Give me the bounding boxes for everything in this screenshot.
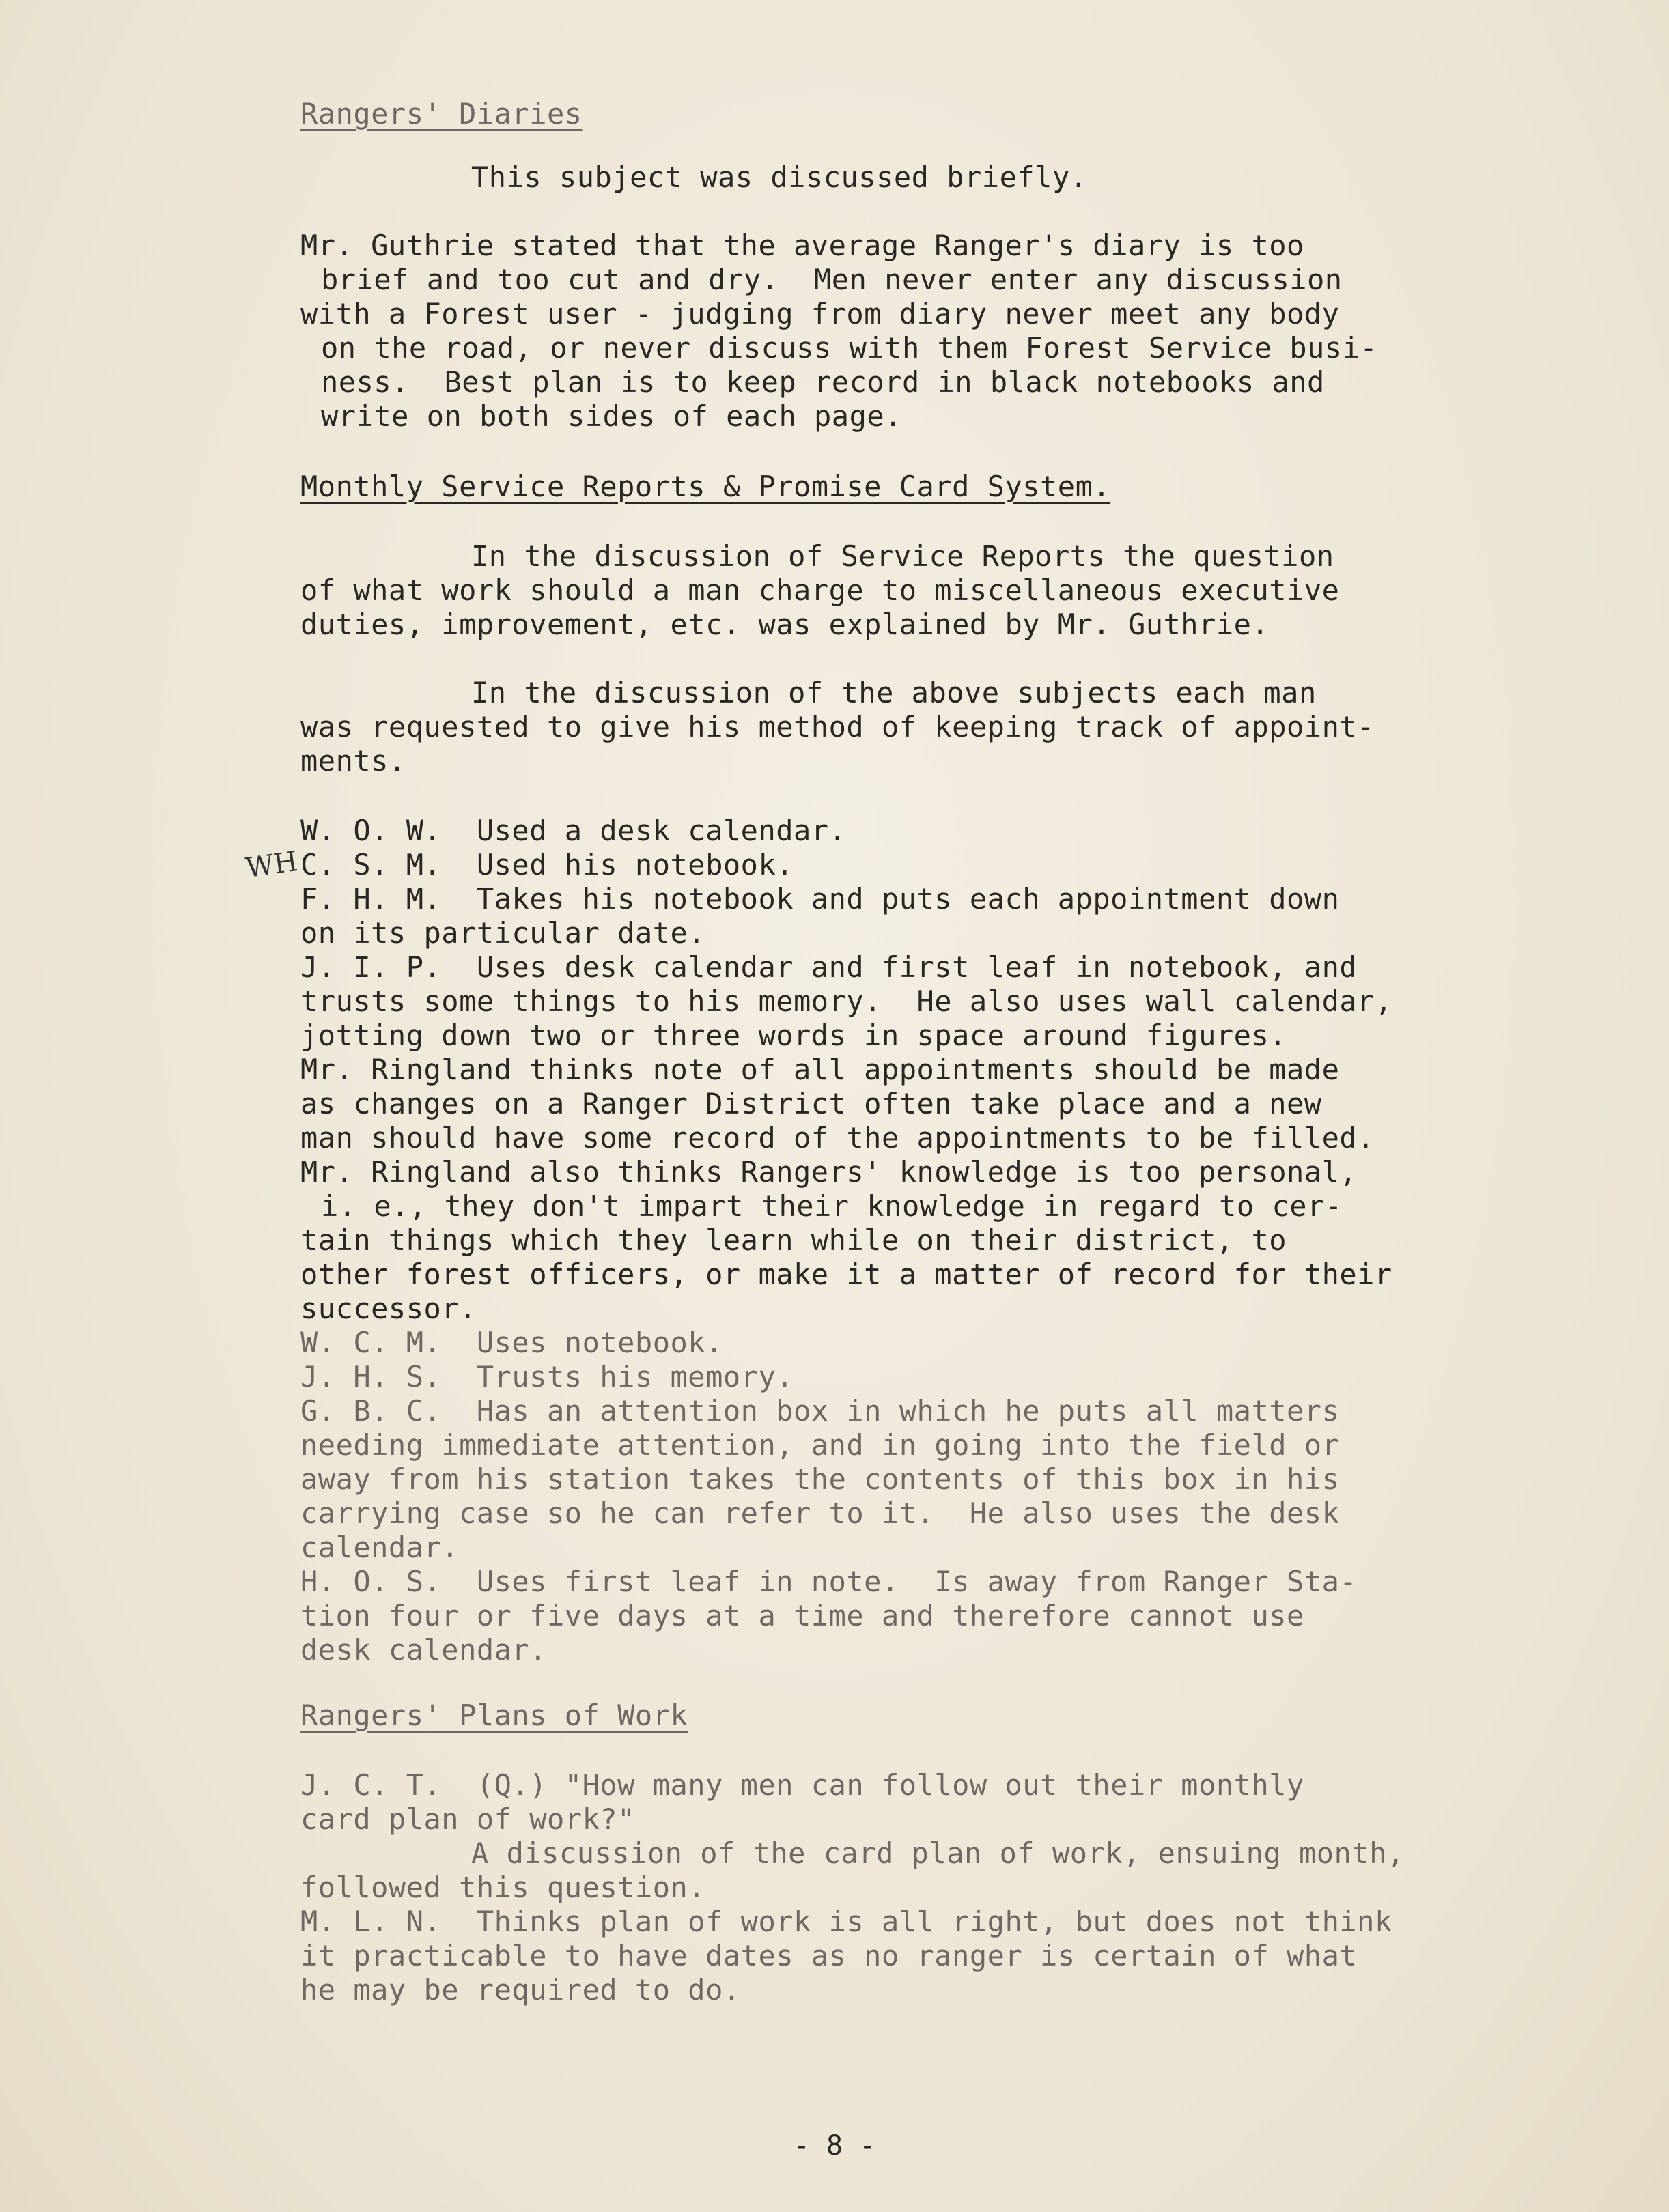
- entry-line: W. O. W. Used a desk calendar.: [300, 814, 847, 847]
- entry-line: trusts some things to his memory. He also uses wall calendar,: [300, 984, 1392, 1018]
- entry-line: W. C. M. Uses notebook.: [300, 1326, 723, 1359]
- entry-line: tion four or five days at a time and therefore cannot use: [300, 1599, 1304, 1632]
- section-heading-rangers-plans-of-work: Rangers' Plans of Work: [300, 1699, 688, 1732]
- paragraph-line: ness. Best plan is to keep record in black notebooks and: [321, 365, 1325, 399]
- paragraph-line: In the discussion of the above subjects each man: [471, 676, 1317, 709]
- entry-line: card plan of work?": [300, 1802, 635, 1836]
- paragraph-line: duties, improvement, etc. was explained by Mr. Guthrie.: [300, 608, 1270, 641]
- page-number: - 8 -: [793, 2130, 876, 2161]
- paragraph-line: was requested to give his method of keeping track of appoint-: [300, 710, 1375, 743]
- paragraph-line: Mr. Guthrie stated that the average Ranger's diary is too: [300, 229, 1304, 262]
- entry-line: successor.: [300, 1292, 477, 1325]
- entry-line: Mr. Ringland thinks note of all appointments should be made: [300, 1053, 1340, 1086]
- paragraph-line: with a Forest user - judging from diary never meet any body: [300, 297, 1340, 330]
- entry-line: A discussion of the card plan of work, ensuing month,: [471, 1837, 1405, 1870]
- entry-line: J. I. P. Uses desk calendar and first leaf in notebook, and: [300, 950, 1358, 984]
- entry-line: M. L. N. Thinks plan of work is all right, but does not think: [300, 1905, 1392, 1938]
- paragraph-line: This subject was discussed briefly.: [471, 160, 1088, 194]
- entry-line: Mr. Ringland also thinks Rangers' knowledge is too personal,: [300, 1155, 1358, 1189]
- paragraph-line: brief and too cut and dry. Men never enter any discussion: [321, 263, 1343, 296]
- entry-line: H. O. S. Uses first leaf in note. Is away from Ranger Sta-: [300, 1565, 1358, 1598]
- section-heading-rangers-diaries: Rangers' Diaries: [300, 97, 583, 130]
- paragraph-line: In the discussion of Service Reports the question: [471, 539, 1334, 573]
- paragraph-line: ments.: [300, 744, 406, 778]
- entry-line: J. H. S. Trusts his memory.: [300, 1360, 794, 1393]
- handwritten-margin-mark: WH: [244, 845, 300, 885]
- entry-line: needing immediate attention, and in going into the field or: [300, 1428, 1340, 1462]
- entry-line: jotting down two or three words in space around figures.: [300, 1019, 1287, 1052]
- entry-line: he may be required to do.: [300, 1973, 741, 2007]
- entry-line: tain things which they learn while on their district, to: [300, 1223, 1287, 1257]
- entry-line: it practicable to have dates as no ranger is certain of what: [300, 1939, 1358, 1972]
- entry-line: F. H. M. Takes his notebook and puts each appointment down: [300, 882, 1340, 916]
- paragraph-line: write on both sides of each page.: [321, 399, 902, 433]
- entry-line: as changes on a Ranger District often take place and a new: [300, 1087, 1322, 1120]
- entry-line: on its particular date.: [300, 916, 706, 950]
- paragraph-line: of what work should a man charge to miscellaneous executive: [300, 573, 1340, 607]
- entry-line: man should have some record of the appointments to be filled.: [300, 1121, 1375, 1154]
- entry-line: J. C. T. (Q.) "How many men can follow out their monthly: [300, 1768, 1304, 1802]
- entry-line: away from his station takes the contents of this box in his: [300, 1462, 1340, 1496]
- entry-line: i. e., they don't impart their knowledge in regard to cer-: [321, 1189, 1343, 1223]
- entry-line: other forest officers, or make it a matter of record for their: [300, 1258, 1392, 1291]
- entry-line: C. S. M. Used his notebook.: [300, 848, 794, 881]
- paragraph-line: on the road, or never discuss with them Forest Service busi-: [321, 331, 1378, 365]
- entry-line: followed this question.: [300, 1871, 706, 1904]
- entry-line: G. B. C. Has an attention box in which he puts all matters: [300, 1394, 1340, 1428]
- entry-line: carrying case so he can refer to it. He also uses the desk: [300, 1497, 1340, 1530]
- entry-line: calendar.: [300, 1531, 460, 1564]
- entry-line: desk calendar.: [300, 1633, 548, 1667]
- section-heading-monthly-service-reports: Monthly Service Reports & Promise Card System.: [300, 470, 1111, 503]
